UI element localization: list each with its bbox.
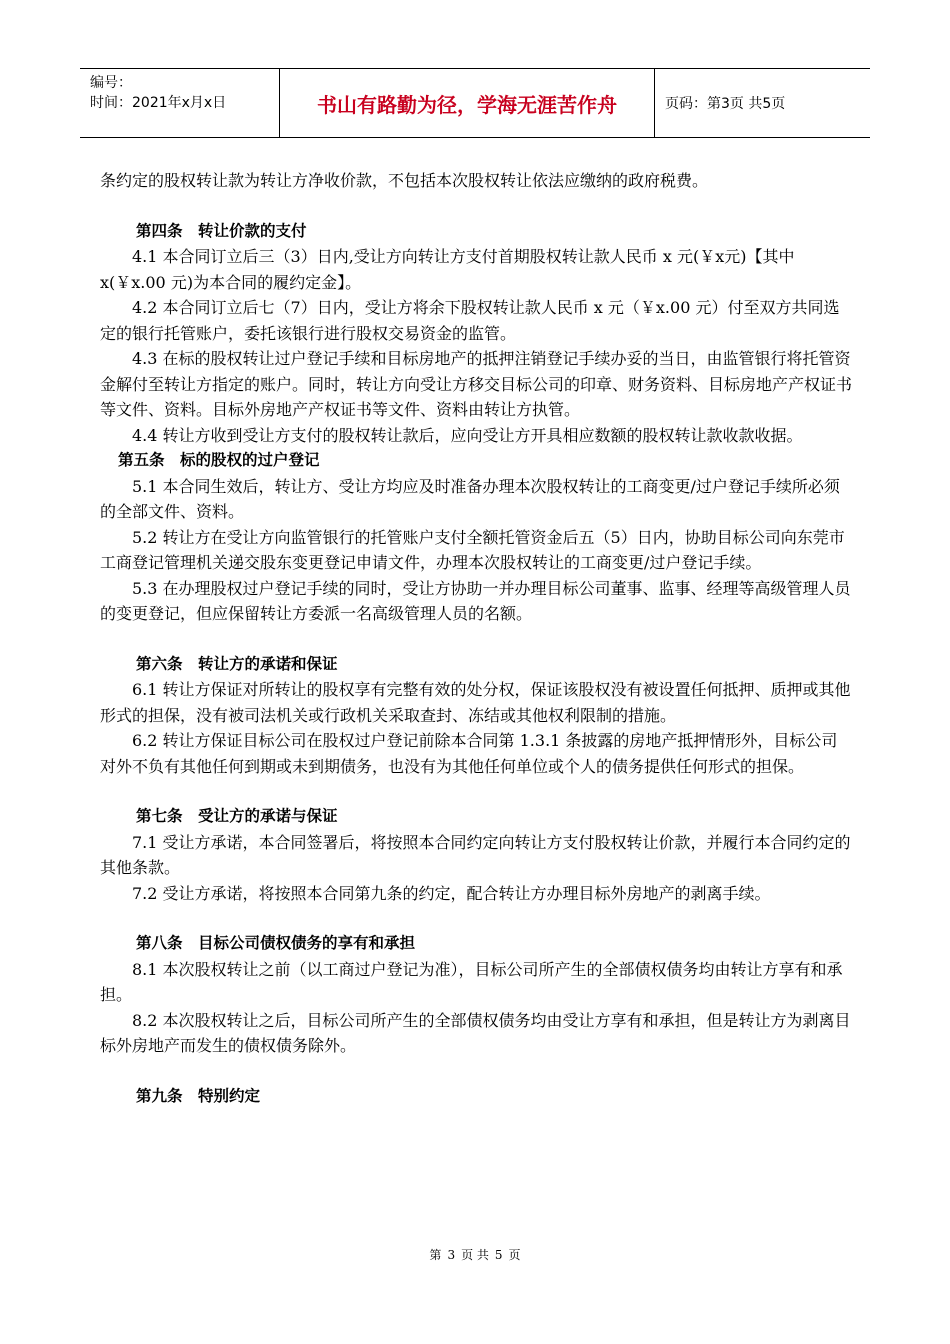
clause-4-1: 4.1 本合同订立后三（3）日内,受让方向转让方支付首期股权转让款人民币 x 元(￥x元)【其中 x(￥x.00 元)为本合同的履约定金】。 — [100, 247, 795, 292]
clause-4-3: 4.3 在标的股权转让过户登记手续和目标房地产的抵押注销登记手续办妥的当日，由监管银行将托管资金解付至转让方指定的账户。同时，转让方向受让方移交目标公司的印章、财务资料、目标房地产产权证书等文件、资料。目标外房地产产权证书等文件、资料由转让方执管。 — [100, 349, 853, 419]
clause-7-2: 7.2 受让方承诺，将按照本合同第九条的约定，配合转让方办理目标外房地产的剥离手续。 — [132, 883, 771, 903]
header-page-info: 页码：第3页 共5页 — [665, 96, 786, 112]
document-body — [100, 168, 852, 1109]
date-line: 时间：2021年x月x日 — [90, 95, 227, 111]
article-number: 第九条 — [136, 1086, 183, 1105]
article-7-heading — [136, 804, 852, 830]
serial-number-label: 编号： — [90, 75, 132, 91]
page-footer — [0, 1246, 950, 1263]
article-title: 转让价款的支付 — [198, 221, 307, 240]
clause-5-1: 5.1 本合同生效后，转让方、受让方均应及时准备办理本次股权转让的工商变更/过户登记手续所必须的全部文件、资料。 — [100, 476, 840, 521]
article-number: 第八条 — [136, 934, 183, 952]
article-title: 标的股权的过户登记 — [180, 451, 320, 469]
footer-page-number: 3 — [447, 1248, 456, 1262]
article-title: 受让方的承诺与保证 — [198, 807, 338, 825]
article-number: 第五条 — [118, 451, 165, 469]
clause-6-2: 6.2 转让方保证目标公司在股权过户登记前除本合同第 1.3.1 条披露的房地产抵押情形外，目标公司对外不负有其他任何到期或未到期债务，也没有为其他任何单位或个人的债务提供任何形式的担保。 — [100, 731, 838, 776]
article-title: 特别约定 — [198, 1086, 261, 1105]
intro-paragraph: 条约定的股权转让款为转让方净收价款，不包括本次股权转让依法应缴纳的政府税费。 — [100, 171, 709, 190]
footer-pre: 第 — [429, 1248, 442, 1262]
article-8-heading — [136, 931, 852, 957]
clause-6-1: 6.1 转让方保证对所转让的股权享有完整有效的处分权，保证该股权没有被设置任何抵押、质押或其他形式的担保，没有被司法机关或行政机关采取查封、冻结或其他权利限制的措施。 — [100, 680, 851, 725]
header-meta — [80, 69, 280, 137]
clause-8-2: 8.2 本次股权转让之后，目标公司所产生的全部债权债务均由受让方享有和承担，但是转让方为剥离目标外房地产而发生的债权债务除外。 — [100, 1010, 851, 1055]
page-header — [80, 68, 870, 138]
article-4-heading — [136, 219, 852, 245]
clause-8-1: 8.1 本次股权转让之前（以工商过户登记为准），目标公司所产生的全部债权债务均由转让方享有和承担。 — [100, 959, 843, 1004]
footer-mid: 页 共 — [461, 1248, 489, 1262]
article-6-heading — [136, 652, 852, 678]
footer-total-pages: 5 — [494, 1248, 503, 1262]
article-title: 目标公司债权债务的享有和承担 — [198, 934, 416, 952]
article-9-heading — [136, 1084, 852, 1110]
article-number: 第六条 — [136, 654, 183, 673]
clause-5-2: 5.2 转让方在受让方向监管银行的托管账户支付全额托管资金后五（5）日内，协助目标公司向东莞市工商登记管理机关递交股东变更登记申请文件，办理本次股权转让的工商变更/过户登记手续。 — [100, 527, 845, 572]
article-number: 第七条 — [136, 807, 183, 825]
footer-post: 页 — [508, 1248, 521, 1262]
article-5-heading — [118, 448, 852, 474]
article-number: 第四条 — [136, 221, 183, 240]
clause-4-2: 4.2 本合同订立后七（7）日内，受让方将余下股权转让款人民币 x 元（￥x.00 元）付至双方共同选定的银行托管账户，委托该银行进行股权交易资金的监管。 — [100, 298, 840, 343]
clause-5-3: 5.3 在办理股权过户登记手续的同时，受让方协助一并办理目标公司董事、监事、经理等高级管理人员的变更登记，但应保留转让方委派一名高级管理人员的名额。 — [100, 578, 851, 623]
clause-4-4: 4.4 转让方收到受让方支付的股权转让款后，应向受让方开具相应数额的股权转让款收款收据。 — [132, 425, 803, 445]
article-title: 转让方的承诺和保证 — [198, 654, 338, 673]
clause-7-1: 7.1 受让方承诺，本合同签署后，将按照本合同约定向转让方支付股权转让价款，并履行本合同约定的其他条款。 — [100, 832, 851, 877]
header-motto: 书山有路勤为径，学海无涯苦作舟 — [280, 69, 655, 137]
